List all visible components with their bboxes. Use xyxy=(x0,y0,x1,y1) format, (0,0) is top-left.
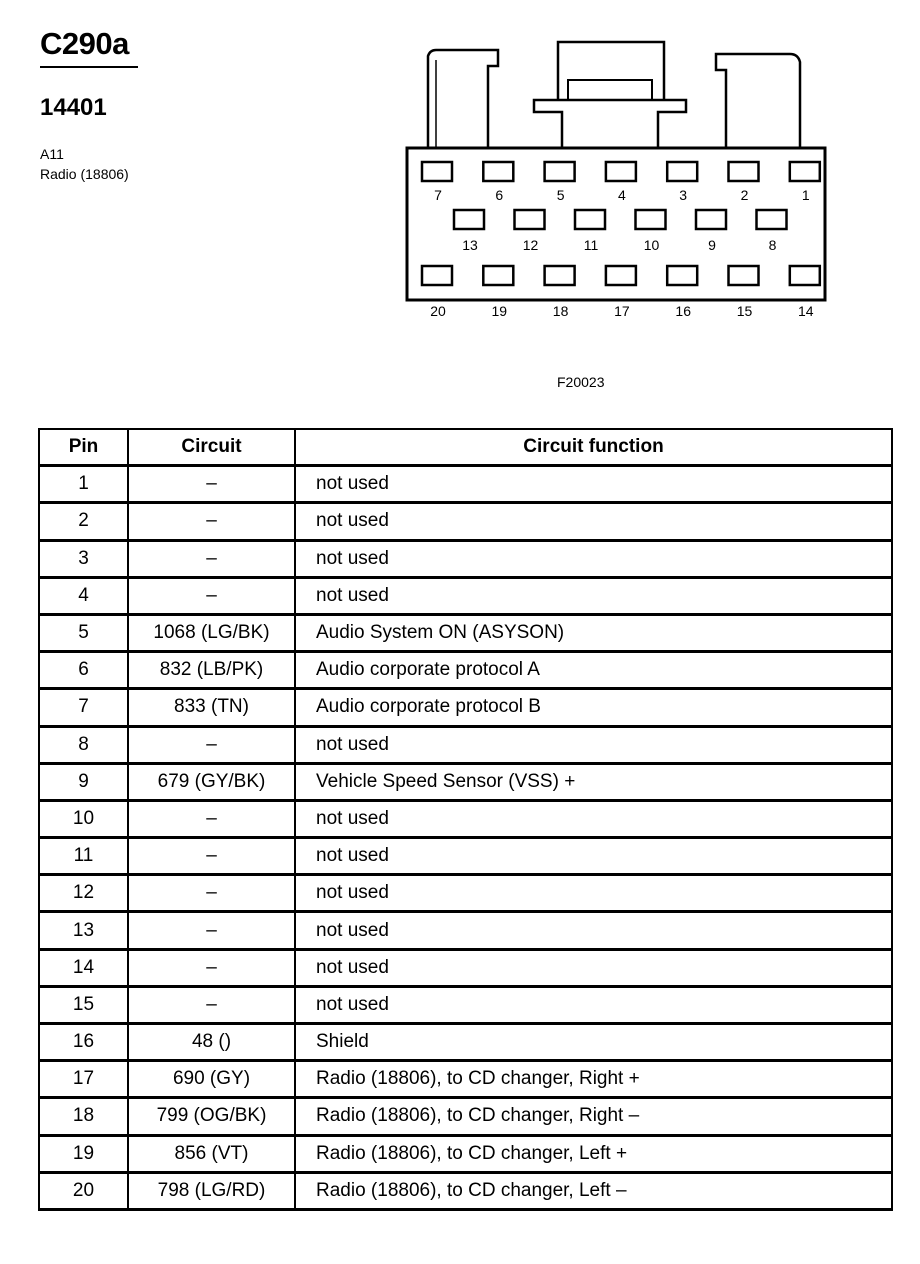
pin-number: 20 xyxy=(39,1172,128,1209)
component-name: Radio (18806) xyxy=(40,166,129,182)
circuit-code: – xyxy=(128,466,295,503)
pin-cavity xyxy=(545,266,575,285)
pin-number: 9 xyxy=(39,763,128,800)
connector-housing xyxy=(407,42,825,300)
pin-number: 7 xyxy=(39,689,128,726)
title-underline xyxy=(40,66,138,68)
pin-label: 3 xyxy=(679,187,688,203)
circuit-code: 832 (LB/PK) xyxy=(128,652,295,689)
circuit-code: 833 (TN) xyxy=(128,689,295,726)
pin-label: 16 xyxy=(675,303,691,319)
pin-label: 19 xyxy=(491,303,508,319)
pin-label: 6 xyxy=(495,187,504,203)
table-row xyxy=(39,466,892,503)
pin-label: 14 xyxy=(798,303,814,319)
pin-label: 7 xyxy=(434,187,442,203)
pin-number: 11 xyxy=(39,838,128,875)
pin-cavity xyxy=(729,266,759,285)
figure-code: F20023 xyxy=(557,374,605,390)
pin-number: 10 xyxy=(39,800,128,837)
pin-label: 17 xyxy=(614,303,630,319)
pin-label: 2 xyxy=(740,187,749,203)
table-row xyxy=(39,986,892,1023)
pin-number: 14 xyxy=(39,949,128,986)
pin-number: 1 xyxy=(39,466,128,503)
pin-cavity xyxy=(575,210,605,229)
pin-number: 2 xyxy=(39,503,128,540)
table-row xyxy=(39,726,892,763)
pin-cavity xyxy=(483,162,513,181)
circuit-code: – xyxy=(128,949,295,986)
header-circuit: Circuit xyxy=(128,429,295,466)
pin-cavity xyxy=(606,162,636,181)
pin-label: 20 xyxy=(430,303,446,319)
circuit-code: 679 (GY/BK) xyxy=(128,763,295,800)
table-row xyxy=(39,912,892,949)
pin-label: 18 xyxy=(552,303,569,319)
pin-cavity xyxy=(696,210,726,229)
pin-number: 18 xyxy=(39,1098,128,1135)
pin-cavity xyxy=(757,210,787,229)
table-row xyxy=(39,1172,892,1209)
circuit-function: Audio corporate protocol A xyxy=(295,652,892,689)
pin-label: 5 xyxy=(556,187,565,203)
pin-cavity xyxy=(790,266,820,285)
table-row xyxy=(39,614,892,651)
circuit-code: 856 (VT) xyxy=(128,1135,295,1172)
circuit-function: not used xyxy=(295,540,892,577)
pin-number: 5 xyxy=(39,614,128,651)
circuit-function: Vehicle Speed Sensor (VSS) + xyxy=(295,763,892,800)
circuit-function: not used xyxy=(295,577,892,614)
header-circuit-function: Circuit function xyxy=(295,429,892,466)
pin-cavity xyxy=(454,210,484,229)
circuit-function: Audio System ON (ASYSON) xyxy=(295,614,892,651)
table-row xyxy=(39,1024,892,1061)
circuit-code: 48 () xyxy=(128,1024,295,1061)
table-row xyxy=(39,540,892,577)
circuit-code: – xyxy=(128,540,295,577)
circuit-code: – xyxy=(128,912,295,949)
pin-cavity xyxy=(667,162,697,181)
circuit-code: – xyxy=(128,838,295,875)
circuit-code: – xyxy=(128,726,295,763)
circuit-function: not used xyxy=(295,875,892,912)
table-row xyxy=(39,689,892,726)
circuit-function: not used xyxy=(295,503,892,540)
circuit-function: not used xyxy=(295,949,892,986)
pin-cavity xyxy=(545,162,575,181)
circuit-function: not used xyxy=(295,726,892,763)
header-pin: Pin xyxy=(39,429,128,466)
pin-number: 13 xyxy=(39,912,128,949)
table-row xyxy=(39,763,892,800)
pin-cavity xyxy=(483,266,513,285)
circuit-function: Radio (18806), to CD changer, Right – xyxy=(295,1098,892,1135)
pin-number: 16 xyxy=(39,1024,128,1061)
pin-label: 12 xyxy=(522,237,539,253)
pin-cavity xyxy=(790,162,820,181)
location-code: A11 xyxy=(40,146,64,162)
connector-meta xyxy=(40,144,129,184)
pin-cavity xyxy=(636,210,666,229)
circuit-code: – xyxy=(128,875,295,912)
connector-title: C290a xyxy=(40,26,129,61)
pinout-table xyxy=(38,428,893,1211)
pin-number: 17 xyxy=(39,1061,128,1098)
pin-cavities xyxy=(422,162,820,319)
pin-cavity xyxy=(422,266,452,285)
pin-label: 4 xyxy=(618,187,626,203)
pin-number: 6 xyxy=(39,652,128,689)
table-row xyxy=(39,800,892,837)
circuit-function: Radio (18806), to CD changer, Right + xyxy=(295,1061,892,1098)
connector-face-diagram xyxy=(400,38,840,338)
pin-label: 11 xyxy=(583,237,599,253)
pin-cavity xyxy=(515,210,545,229)
pin-label: 10 xyxy=(643,237,660,253)
pin-number: 12 xyxy=(39,875,128,912)
pin-cavity xyxy=(606,266,636,285)
pin-cavity xyxy=(667,266,697,285)
table-row xyxy=(39,875,892,912)
pin-cavity xyxy=(729,162,759,181)
circuit-function: Audio corporate protocol B xyxy=(295,689,892,726)
pin-label: 15 xyxy=(736,303,753,319)
circuit-function: not used xyxy=(295,912,892,949)
pin-number: 3 xyxy=(39,540,128,577)
circuit-code: – xyxy=(128,503,295,540)
circuit-function: Radio (18806), to CD changer, Left + xyxy=(295,1135,892,1172)
pin-label: 13 xyxy=(462,237,478,253)
circuit-code: 799 (OG/BK) xyxy=(128,1098,295,1135)
pin-cavity xyxy=(422,162,452,181)
table-row xyxy=(39,652,892,689)
circuit-function: not used xyxy=(295,838,892,875)
circuit-function: Radio (18806), to CD changer, Left – xyxy=(295,1172,892,1209)
pin-number: 8 xyxy=(39,726,128,763)
circuit-function: not used xyxy=(295,800,892,837)
circuit-function: Shield xyxy=(295,1024,892,1061)
part-number: 14401 xyxy=(40,94,107,121)
table-row xyxy=(39,503,892,540)
pin-label: 8 xyxy=(768,237,777,253)
table-row xyxy=(39,949,892,986)
pin-label: 1 xyxy=(801,187,810,203)
table-row xyxy=(39,1061,892,1098)
circuit-function: not used xyxy=(295,986,892,1023)
pin-number: 15 xyxy=(39,986,128,1023)
circuit-code: – xyxy=(128,986,295,1023)
circuit-code: 690 (GY) xyxy=(128,1061,295,1098)
circuit-code: – xyxy=(128,577,295,614)
pin-number: 19 xyxy=(39,1135,128,1172)
pin-number: 4 xyxy=(39,577,128,614)
table-row xyxy=(39,1135,892,1172)
circuit-code: 1068 (LG/BK) xyxy=(128,614,295,651)
table-row xyxy=(39,838,892,875)
circuit-function: not used xyxy=(295,466,892,503)
pin-label: 9 xyxy=(708,237,716,253)
table-row xyxy=(39,1098,892,1135)
circuit-code: 798 (LG/RD) xyxy=(128,1172,295,1209)
circuit-code: – xyxy=(128,800,295,837)
table-header-row xyxy=(39,429,892,466)
table-row xyxy=(39,577,892,614)
